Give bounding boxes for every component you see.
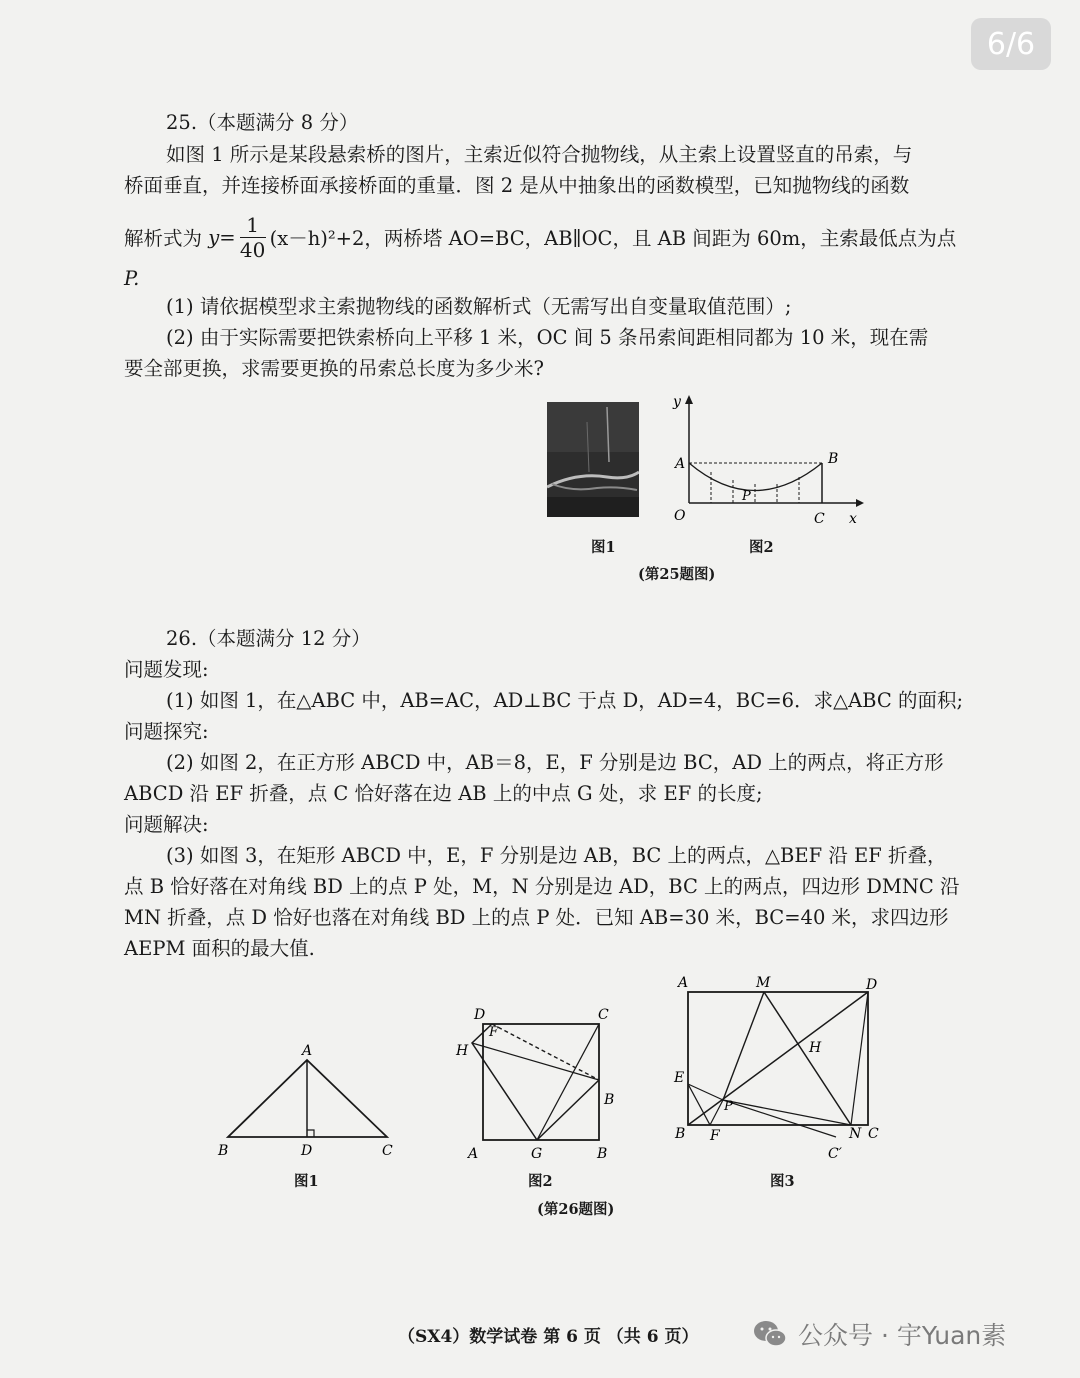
q26-figure-caption: (第26题图)	[537, 1201, 615, 1218]
f3-label-N: N	[849, 1126, 862, 1142]
formula-rest: (x－h)²+2，两桥塔 AO=BC，AB∥OC，且 AB 间距为 60m，主索最低点为点	[269, 227, 957, 250]
f3-label-C: C	[868, 1126, 879, 1142]
formula-fraction	[240, 213, 266, 262]
f2-label-B-right: B	[604, 1092, 615, 1108]
f2-label-H: H	[456, 1043, 469, 1059]
label-C: C	[814, 511, 825, 527]
f2-label-D: D	[474, 1007, 486, 1023]
q26-part2-line2: ABCD 沿 EF 折叠，点 C 恰好落在边 AB 上的中点 G 处，求 EF 的长度;	[124, 782, 763, 805]
q26-fig2-caption: 图2	[528, 1173, 553, 1190]
q25-formula-line	[124, 206, 956, 268]
q26-section-explore: 问题探究:	[124, 720, 209, 743]
q26-heading: 26.（本题满分 12 分）	[166, 627, 371, 650]
q25-text-line1: 如图 1 所示是某段悬索桥的图片，主索近似符合抛物线，从主索上设置竖直的吊索，与	[166, 143, 913, 166]
f2-label-F: F	[489, 1025, 499, 1040]
q26-fig3-rectangle	[668, 972, 890, 1164]
f2-label-C: C	[598, 1007, 609, 1023]
q26-section-discovery: 问题发现:	[124, 658, 209, 681]
q26-part3-line2: 点 B 恰好落在对角线 BD 上的点 P 处，M，N 分别是边 AD，BC 上的两点，四边形 DMNC 沿	[124, 875, 960, 898]
f1-label-D: D	[301, 1143, 313, 1159]
q26-part3-line1: (3) 如图 3，在矩形 ABCD 中，E，F 分别是边 AB，BC 上的两点，△BEF 沿 EF 折叠，	[166, 844, 947, 867]
q26-part3-line3: MN 折叠，点 D 恰好也落在对角线 BD 上的点 P 处．已知 AB=30 米，BC=40 米，求四边形	[124, 906, 949, 929]
f2-label-A: A	[468, 1146, 479, 1162]
f3-label-B: B	[675, 1126, 686, 1142]
f3-label-F: F	[710, 1128, 720, 1144]
q26-part3-line4: AEPM 面积的最大值.	[124, 937, 315, 960]
formula-prefix: 解析式为	[124, 227, 203, 250]
label-O: O	[674, 508, 686, 524]
q25-text-line4: P.	[124, 267, 140, 290]
q26-section-solve: 问题解决:	[124, 813, 209, 836]
label-y: y	[673, 394, 681, 410]
f1-label-A: A	[302, 1043, 313, 1059]
watermark	[752, 1316, 1006, 1352]
q25-fig1-caption: 图1	[591, 539, 616, 556]
q26-part2-line1: (2) 如图 2，在正方形 ABCD 中，AB＝8，E，F 分别是边 BC，AD 上的两点，将正方形	[166, 751, 944, 774]
q25-part2-line1: (2) 由于实际需要把铁索桥向上平移 1 米，OC 间 5 条吊索间距相同都为 10 米，现在需	[166, 326, 929, 349]
page-indicator-badge[interactable]: 6/6	[971, 18, 1051, 70]
f3-label-A: A	[678, 975, 689, 991]
q25-figure-caption: (第25题图)	[638, 566, 716, 583]
f3-label-C-prime: C′	[828, 1146, 842, 1162]
f1-label-C: C	[382, 1143, 393, 1159]
f3-label-H: H	[809, 1040, 822, 1056]
q25-text-line2: 桥面垂直，并连接桥面承接桥面的重量．图 2 是从中抽象出的函数模型，已知抛物线的函数	[124, 174, 910, 197]
formula-y: y	[208, 225, 220, 249]
f3-label-M: M	[756, 975, 771, 991]
watermark-text: 公众号 · 宇Yuan素	[798, 1321, 1007, 1350]
f2-label-B-bottom: B	[597, 1146, 608, 1162]
f1-label-B: B	[218, 1143, 229, 1159]
label-P: P	[742, 489, 751, 504]
q25-heading: 25.（本题满分 8 分）	[166, 111, 359, 134]
q26-fig1-triangle	[210, 1035, 410, 1165]
label-B: B	[828, 451, 839, 467]
f3-label-D: D	[866, 977, 878, 993]
formula-equals: =	[219, 225, 236, 249]
fraction-numerator: 1	[246, 212, 259, 237]
page-footer: （SX4）数学试卷 第 6 页 （共 6 页）	[398, 1327, 699, 1347]
f3-label-E: E	[674, 1070, 685, 1086]
label-A: A	[675, 456, 686, 472]
q25-bridge-photo	[547, 402, 639, 517]
q25-part1: (1) 请依据模型求主索抛物线的函数解析式（无需写出自变量取值范围）;	[166, 295, 792, 318]
q26-fig3-caption: 图3	[770, 1173, 795, 1190]
f2-label-G: G	[531, 1146, 543, 1162]
q25-function-graph	[664, 390, 874, 530]
q26-fig1-caption: 图1	[294, 1173, 319, 1190]
wechat-icon	[752, 1319, 788, 1349]
q26-fig2-square	[450, 1000, 630, 1165]
q26-part1: (1) 如图 1，在△ABC 中，AB=AC，AD⊥BC 于点 D，AD=4，BC=6．求△ABC 的面积;	[166, 689, 964, 712]
q25-fig2-caption: 图2	[749, 539, 774, 556]
q25-part2-line2: 要全部更换，求需要更换的吊索总长度为多少米?	[124, 357, 544, 380]
label-x: x	[849, 511, 857, 527]
f3-label-P: P	[724, 1099, 733, 1114]
fraction-denominator: 40	[239, 237, 266, 262]
